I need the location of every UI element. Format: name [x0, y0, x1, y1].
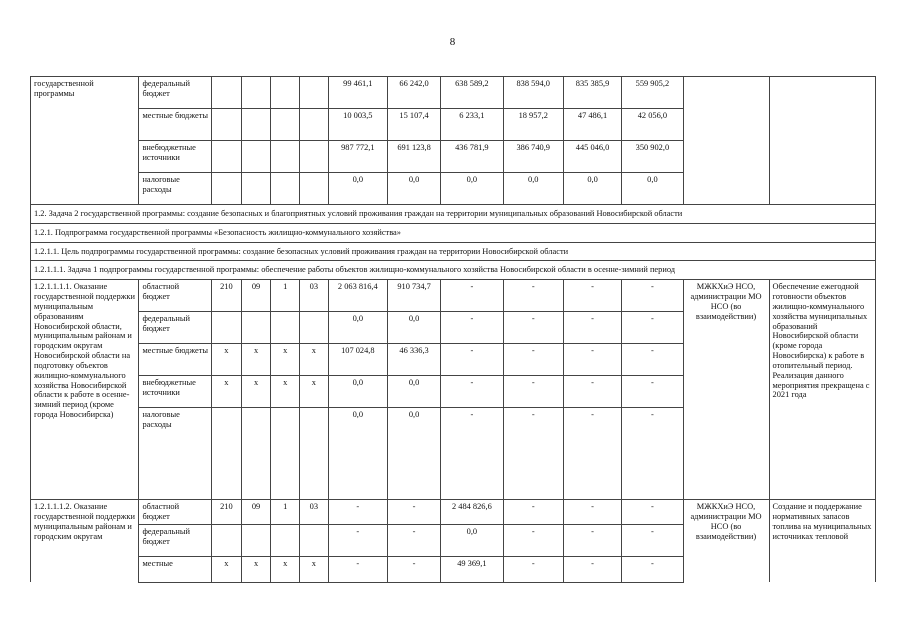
year-amount-cell: 15 107,4: [387, 109, 440, 141]
task1-heading: 1.2.1.1.1. Задача 1 подпрограммы государственной программы: обеспечение работы объектов жилищно-коммунального хозяйства Новосибирской области в осенне-зимний период: [31, 261, 876, 280]
funding-source-cell: местные: [139, 556, 212, 582]
year-amount-cell: -: [563, 280, 621, 312]
year-amount-cell: -: [563, 500, 621, 525]
year-amount-cell: 0,0: [328, 173, 387, 205]
budget-code-cell: 09: [241, 280, 271, 312]
measure-name-cell: государственной программы: [31, 77, 139, 205]
budget-code-cell: x: [300, 344, 329, 376]
budget-code-cell: x: [271, 376, 300, 408]
funding-source-cell: внебюджетные источники: [139, 141, 212, 173]
year-amount-cell: -: [503, 376, 563, 408]
year-amount-cell: -: [328, 524, 387, 556]
budget-code-cell: [300, 77, 329, 109]
expected-result-cell: Создание и поддержание нормативных запасов топлива на муниципальных источниках тепловой: [769, 500, 876, 583]
budget-code-cell: x: [271, 556, 300, 582]
budget-code-cell: 1: [271, 280, 300, 312]
budget-code-cell: [212, 312, 242, 344]
funding-source-cell: налоговые расходы: [139, 173, 212, 205]
year-amount-cell: -: [563, 524, 621, 556]
budget-code-cell: x: [212, 376, 242, 408]
year-amount-cell: -: [563, 376, 621, 408]
budget-code-cell: [271, 408, 300, 500]
measure-name-cell: 1.2.1.1.1.2. Оказание государственной поддержки муниципальным районам и городским округам: [31, 500, 139, 583]
budget-code-cell: [300, 141, 329, 173]
budget-code-cell: [241, 173, 271, 205]
year-amount-cell: 691 123,8: [387, 141, 440, 173]
budget-code-cell: [271, 109, 300, 141]
executor-cell: [683, 77, 769, 205]
section-row: [31, 223, 876, 242]
year-amount-cell: 0,0: [387, 408, 440, 500]
budget-code-cell: x: [271, 344, 300, 376]
budget-code-cell: x: [212, 556, 242, 582]
year-amount-cell: 18 957,2: [503, 109, 563, 141]
year-amount-cell: 46 336,3: [387, 344, 440, 376]
budget-code-cell: [212, 77, 242, 109]
budget-code-cell: [300, 109, 329, 141]
table-row: [31, 500, 876, 525]
year-amount-cell: -: [441, 312, 503, 344]
budget-code-cell: x: [241, 556, 271, 582]
year-amount-cell: 0,0: [387, 312, 440, 344]
funding-source-cell: налоговые расходы: [139, 408, 212, 500]
year-amount-cell: -: [441, 408, 503, 500]
year-amount-cell: -: [441, 344, 503, 376]
year-amount-cell: 47 486,1: [563, 109, 621, 141]
year-amount-cell: 0,0: [387, 376, 440, 408]
year-amount-cell: 0,0: [441, 173, 503, 205]
budget-code-cell: x: [212, 344, 242, 376]
year-amount-cell: -: [503, 312, 563, 344]
funding-source-cell: областной бюджет: [139, 500, 212, 525]
year-amount-cell: 2 484 826,6: [441, 500, 503, 525]
year-amount-cell: 66 242,0: [387, 77, 440, 109]
year-amount-cell: -: [622, 312, 683, 344]
year-amount-cell: 42 056,0: [622, 109, 683, 141]
year-amount-cell: 49 369,1: [441, 556, 503, 582]
funding-source-cell: внебюджетные источники: [139, 376, 212, 408]
year-amount-cell: -: [563, 408, 621, 500]
measure-name-cell: 1.2.1.1.1.1. Оказание государственной поддержки муниципальным образованиям Новосибирской области, муниципальным районам и городским округам Новосибирской области на подготовку объектов жилищно-коммунального хозяйства Новосибирской области к работе в осенне-зимний период (кроме города Новосибирска): [31, 280, 139, 500]
budget-code-cell: [212, 141, 242, 173]
goal-heading: 1.2.1.1. Цель подпрограммы государственной программы: создание безопасных условий проживания граждан на территории Новосибирской области: [31, 242, 876, 261]
year-amount-cell: -: [563, 344, 621, 376]
funding-source-cell: федеральный бюджет: [139, 312, 212, 344]
year-amount-cell: -: [563, 556, 621, 582]
year-amount-cell: -: [622, 280, 683, 312]
budget-code-cell: 03: [300, 500, 329, 525]
year-amount-cell: -: [622, 408, 683, 500]
year-amount-cell: -: [622, 556, 683, 582]
year-amount-cell: -: [622, 344, 683, 376]
year-amount-cell: 0,0: [387, 173, 440, 205]
year-amount-cell: -: [503, 500, 563, 525]
budget-code-cell: 03: [300, 280, 329, 312]
budget-code-cell: [241, 77, 271, 109]
section-row: [31, 261, 876, 280]
funding-source-cell: федеральный бюджет: [139, 77, 212, 109]
year-amount-cell: -: [387, 500, 440, 525]
year-amount-cell: -: [441, 376, 503, 408]
budget-code-cell: [212, 408, 242, 500]
expected-result-cell: [769, 77, 876, 205]
year-amount-cell: 0,0: [622, 173, 683, 205]
budget-code-cell: [212, 173, 242, 205]
budget-code-cell: [241, 524, 271, 556]
executor-cell: МЖКХиЭ НСО, администрации МО НСО (во взаимодействии): [683, 280, 769, 500]
year-amount-cell: 910 734,7: [387, 280, 440, 312]
budget-code-cell: [300, 524, 329, 556]
year-amount-cell: 0,0: [563, 173, 621, 205]
year-amount-cell: -: [328, 500, 387, 525]
year-amount-cell: 99 461,1: [328, 77, 387, 109]
budget-code-cell: [271, 312, 300, 344]
budget-code-cell: 1: [271, 500, 300, 525]
budget-code-cell: [271, 77, 300, 109]
funding-source-cell: местные бюджеты: [139, 344, 212, 376]
year-amount-cell: 0,0: [328, 312, 387, 344]
budget-code-cell: x: [300, 376, 329, 408]
funding-source-cell: федеральный бюджет: [139, 524, 212, 556]
table-row: [31, 77, 876, 109]
year-amount-cell: 0,0: [328, 376, 387, 408]
task2-heading: 1.2. Задача 2 государственной программы: создание безопасных и благоприятных условий проживания граждан на территории муниципальных образований Новосибирской области: [31, 205, 876, 224]
year-amount-cell: -: [622, 500, 683, 525]
year-amount-cell: -: [503, 344, 563, 376]
program-table: [30, 76, 876, 583]
year-amount-cell: 559 905,2: [622, 77, 683, 109]
year-amount-cell: -: [503, 280, 563, 312]
year-amount-cell: -: [503, 556, 563, 582]
year-amount-cell: 386 740,9: [503, 141, 563, 173]
page-number: 8: [449, 36, 456, 48]
year-amount-cell: -: [563, 312, 621, 344]
section-row: [31, 242, 876, 261]
year-amount-cell: 838 594,0: [503, 77, 563, 109]
subprogram-heading: 1.2.1. Подпрограмма государственной программы «Безопасность жилищно-коммунального хозяйства»: [31, 223, 876, 242]
section-row: [31, 205, 876, 224]
funding-source-cell: местные бюджеты: [139, 109, 212, 141]
budget-code-cell: [241, 141, 271, 173]
year-amount-cell: -: [622, 376, 683, 408]
budget-code-cell: [241, 312, 271, 344]
year-amount-cell: -: [622, 524, 683, 556]
executor-cell: МЖКХиЭ НСО, администрации МО НСО (во взаимодействии): [683, 500, 769, 583]
year-amount-cell: 987 772,1: [328, 141, 387, 173]
budget-code-cell: 210: [212, 280, 242, 312]
budget-code-cell: [300, 408, 329, 500]
budget-code-cell: [271, 173, 300, 205]
year-amount-cell: 835 385,9: [563, 77, 621, 109]
budget-code-cell: [271, 524, 300, 556]
year-amount-cell: -: [328, 556, 387, 582]
year-amount-cell: -: [503, 524, 563, 556]
year-amount-cell: 10 003,5: [328, 109, 387, 141]
year-amount-cell: 638 589,2: [441, 77, 503, 109]
table-row: [31, 280, 876, 312]
year-amount-cell: 0,0: [441, 524, 503, 556]
year-amount-cell: 0,0: [328, 408, 387, 500]
budget-code-cell: [241, 408, 271, 500]
budget-code-cell: 09: [241, 500, 271, 525]
year-amount-cell: 6 233,1: [441, 109, 503, 141]
budget-code-cell: [212, 109, 242, 141]
expected-result-cell: Обеспечение ежегодной готовности объектов жилищно-коммунального хозяйства муниципальных образований Новосибирской области (кроме города Новосибирска) к работе в отопительный период. Реализация данного мероприятия прекращена с 2021 года: [769, 280, 876, 500]
budget-code-cell: x: [241, 376, 271, 408]
budget-code-cell: [212, 524, 242, 556]
year-amount-cell: -: [503, 408, 563, 500]
budget-code-cell: [271, 141, 300, 173]
year-amount-cell: 107 024,8: [328, 344, 387, 376]
year-amount-cell: 0,0: [503, 173, 563, 205]
year-amount-cell: -: [441, 280, 503, 312]
year-amount-cell: -: [387, 524, 440, 556]
budget-code-cell: 210: [212, 500, 242, 525]
year-amount-cell: 436 781,9: [441, 141, 503, 173]
year-amount-cell: 2 063 816,4: [328, 280, 387, 312]
budget-code-cell: [300, 173, 329, 205]
year-amount-cell: -: [387, 556, 440, 582]
budget-code-cell: [241, 109, 271, 141]
budget-code-cell: x: [241, 344, 271, 376]
year-amount-cell: 445 046,0: [563, 141, 621, 173]
funding-source-cell: областной бюджет: [139, 280, 212, 312]
budget-code-cell: x: [300, 556, 329, 582]
year-amount-cell: 350 902,0: [622, 141, 683, 173]
budget-code-cell: [300, 312, 329, 344]
